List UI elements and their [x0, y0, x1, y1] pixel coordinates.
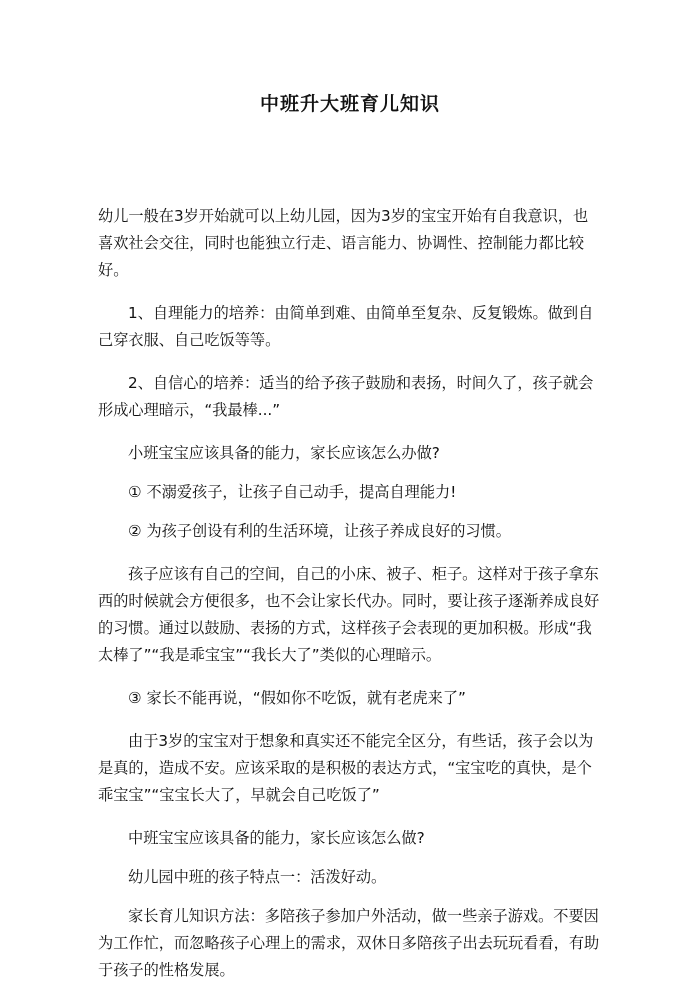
paragraph-small-class-question: 小班宝宝应该具备的能力，家长应该怎么办做? [128, 444, 440, 462]
paragraph-point-2: ② 为孩子创设有利的生活环境，让孩子养成良好的习惯。 [128, 522, 511, 540]
paragraph-trait-one: 幼儿园中班的孩子特点一：活泼好动。 [128, 868, 387, 886]
paragraph-self-care: 1、自理能力的培养：由简单到难、由简单至复杂、反复锻炼。做到自己穿衣服、自己吃饭等等。 [98, 304, 594, 349]
paragraph-point-1: ① 不溺爱孩子，让孩子自己动手，提高自理能力! [128, 483, 457, 501]
paragraph-point-3: ③ 家长不能再说，“假如你不吃饭，就有老虎来了” [128, 689, 466, 707]
paragraph-middle-class-question: 中班宝宝应该具备的能力，家长应该怎么做? [128, 829, 425, 847]
paragraph-imagination: 由于3岁的宝宝对于想象和真实还不能完全区分，有些话，孩子会以为是真的，造成不安。应该采取的是积极的表达方式，“宝宝吃的真快，是个乖宝宝”“宝宝长大了，早就会自己吃饭了” [98, 732, 594, 804]
paragraph-own-space: 孩子应该有自己的空间，自己的小床、被子、柜子。这样对于孩子拿东西的时候就会方便很多，也不会让家长代办。同时，要让孩子逐渐养成良好的习惯。通过以鼓励、表扬的方式，这样孩子会表现的更加积极。形成“我太棒了”“我是乖宝宝”“我长大了”类似的心理暗示。 [98, 565, 600, 664]
paragraph-intro: 幼儿一般在3岁开始就可以上幼儿园，因为3岁的宝宝开始有自我意识，也喜欢社会交往，同时也能独立行走、语言能力、协调性、控制能力都比较好。 [98, 207, 589, 279]
document-title: 中班升大班育儿知识 [259, 93, 440, 115]
paragraph-parenting-method: 家长育儿知识方法：多陪孩子参加户外活动，做一些亲子游戏。不要因为工作忙，而忽略孩子心理上的需求，双休日多陪孩子出去玩玩看看，有助于孩子的性格发展。 [98, 907, 600, 979]
paragraph-confidence: 2、自信心的培养：适当的给予孩子鼓励和表扬，时间久了，孩子就会形成心理暗示，“我最棒...” [98, 374, 594, 419]
document-body [98, 203, 602, 1000]
